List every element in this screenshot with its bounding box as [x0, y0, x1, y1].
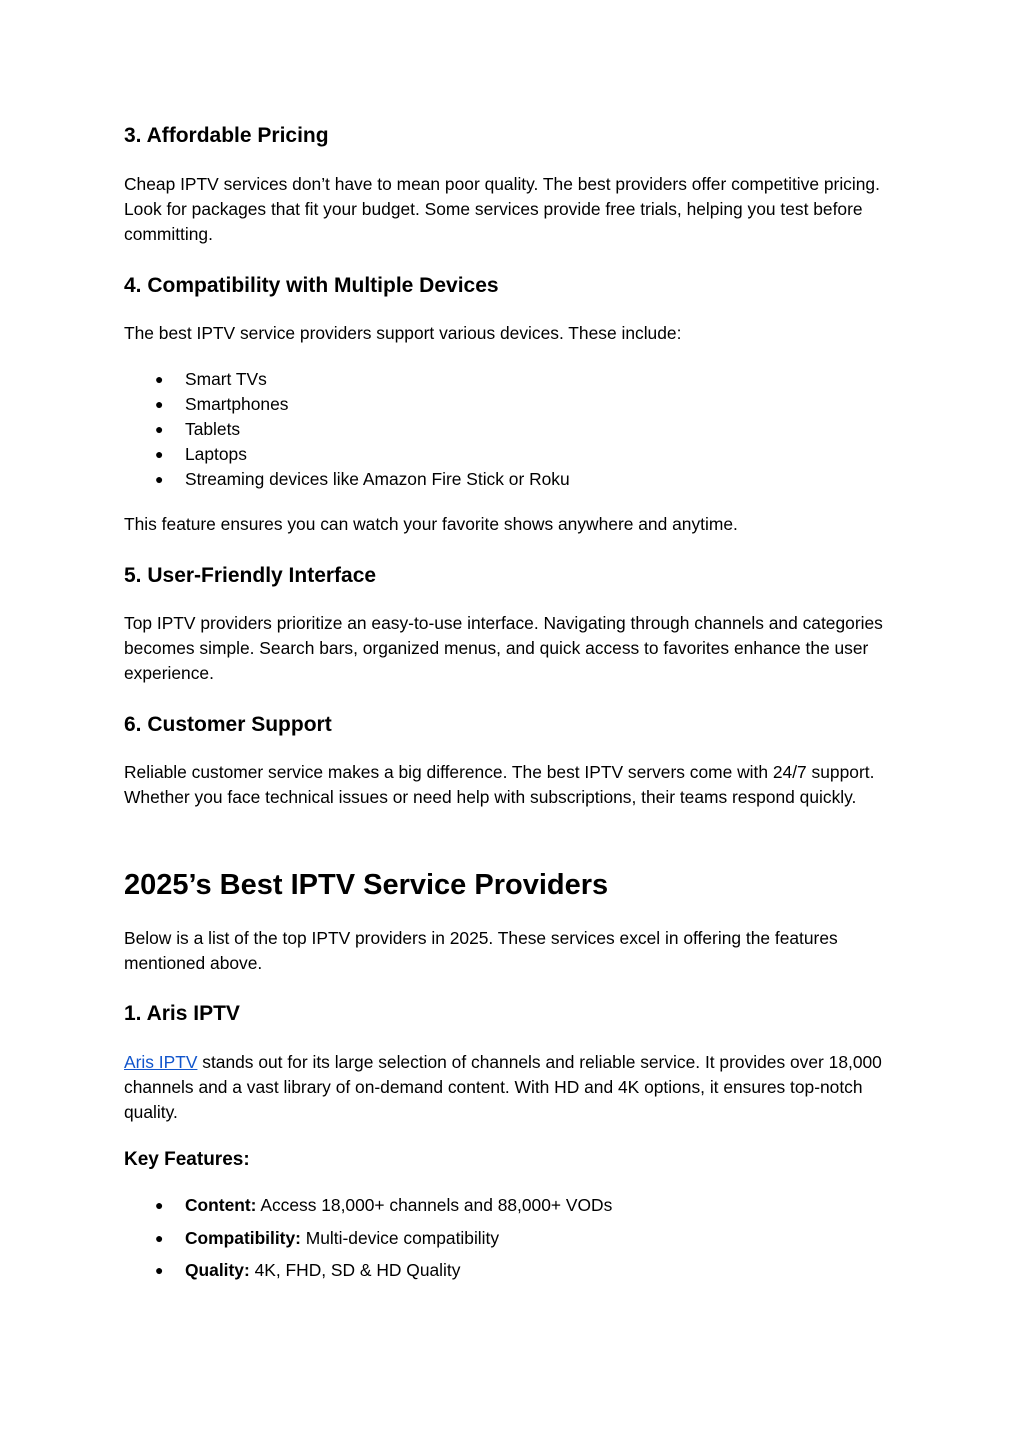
bullet-icon: ●	[155, 446, 164, 462]
heading-compatibility: 4. Compatibility with Multiple Devices	[124, 274, 499, 297]
paragraph-user-friendly-interface: Top IPTV providers prioritize an easy-to-use interface. Navigating through channels and categories becomes simple. Search bars, organized menus, and quick access to favorites enhance the user experience.	[124, 613, 883, 683]
heading-user-friendly-interface: 5. User-Friendly Interface	[124, 564, 377, 587]
feature-label: Content:	[185, 1195, 257, 1215]
list-item: ● Streaming devices like Amazon Fire Stick or Roku	[124, 467, 570, 492]
device-list	[124, 367, 570, 492]
feature-label: Quality:	[185, 1260, 250, 1280]
paragraph-aris-iptv: Aris IPTV stands out for its large selection of channels and reliable service. It provides over 18,000 channels and a vast library of on-demand content. With HD and 4K options, it ensures top-notch quality.	[124, 1052, 882, 1122]
heading-aris-iptv: 1. Aris IPTV	[124, 1002, 240, 1025]
heading-customer-support: 6. Customer Support	[124, 713, 332, 736]
bullet-icon: ●	[155, 421, 164, 437]
bullet-icon: ●	[155, 1229, 164, 1246]
paragraph-customer-support: Reliable customer service makes a big difference. The best IPTV servers come with 24/7 support. Whether you face technical issues or need help with subscriptions, their teams respond quickly.	[124, 762, 875, 807]
list-item: ● Smartphones	[124, 392, 570, 417]
heading-best-providers: 2025’s Best IPTV Service Providers	[124, 869, 609, 901]
feature-text: 4K, FHD, SD & HD Quality	[249, 1260, 461, 1280]
key-features-list	[124, 1189, 612, 1287]
paragraph-compatibility-outro: This feature ensures you can watch your favorite shows anywhere and anytime.	[124, 514, 738, 534]
paragraph-compatibility-intro: The best IPTV service providers support various devices. These include:	[124, 323, 682, 343]
bullet-icon: ●	[155, 1262, 164, 1278]
bullet-icon: ●	[155, 1197, 164, 1213]
bullet-icon: ●	[155, 396, 164, 412]
list-item	[124, 1189, 612, 1222]
paragraph-providers-intro: Below is a list of the top IPTV providers in 2025. These services excel in offering the features mentioned above.	[124, 928, 838, 973]
list-item	[124, 1222, 612, 1255]
feature-text: Multi-device compatibility	[300, 1227, 500, 1248]
list-item: ● Laptops	[124, 442, 570, 467]
list-item: ● Tablets	[124, 417, 570, 442]
list-item	[124, 1254, 612, 1287]
bullet-icon: ●	[155, 371, 164, 387]
key-features-label: Key Features:	[124, 1149, 250, 1170]
paragraph-affordable-pricing: Cheap IPTV services don’t have to mean poor quality. The best providers offer competitive pricing. Look for packages that fit your budget. Some services provide free trials, helping you test before committing.	[124, 174, 880, 244]
heading-affordable-pricing: 3. Affordable Pricing	[124, 124, 329, 147]
aris-iptv-link[interactable]: Aris IPTV	[124, 1052, 198, 1072]
feature-text: Access 18,000+ channels and 88,000+ VODs	[256, 1195, 613, 1215]
list-item: ● Smart TVs	[124, 367, 570, 392]
bullet-icon: ●	[155, 471, 164, 487]
feature-label: Compatibility:	[185, 1227, 301, 1248]
